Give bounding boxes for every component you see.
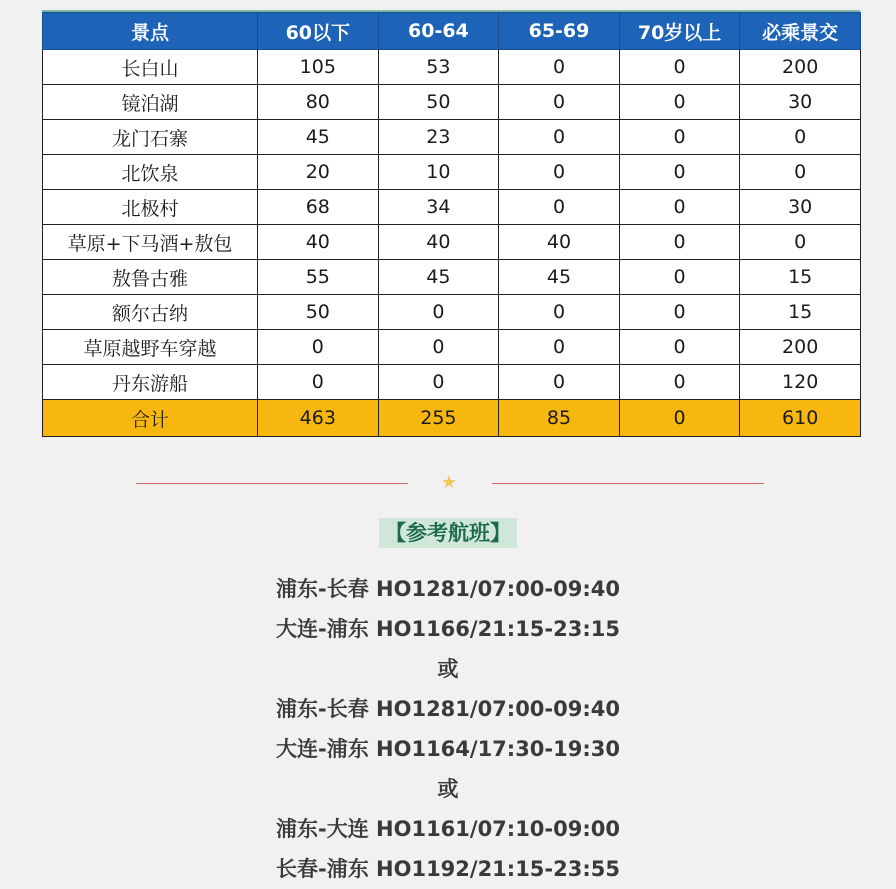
total-cell: 85 bbox=[499, 400, 620, 437]
table-header-row bbox=[43, 13, 861, 50]
table-cell: 0 bbox=[619, 50, 740, 85]
table-cell: 0 bbox=[740, 225, 861, 260]
row-name: 丹东游船 bbox=[43, 365, 258, 400]
row-name: 敖鲁古雅 bbox=[43, 260, 258, 295]
table-cell: 34 bbox=[378, 190, 499, 225]
table-cell: 15 bbox=[740, 295, 861, 330]
table-cell: 80 bbox=[258, 85, 379, 120]
table-cell: 200 bbox=[740, 330, 861, 365]
flight-line: 浦东-大连 HO1161/07:10-09:00 bbox=[276, 817, 620, 841]
header-60-64: 60-64 bbox=[378, 13, 499, 50]
table-cell: 0 bbox=[499, 295, 620, 330]
table-cell: 0 bbox=[619, 260, 740, 295]
table-cell: 40 bbox=[499, 225, 620, 260]
table-cell: 105 bbox=[258, 50, 379, 85]
table-cell: 0 bbox=[619, 155, 740, 190]
table-cell: 120 bbox=[740, 365, 861, 400]
table-cell: 0 bbox=[499, 85, 620, 120]
total-cell: 463 bbox=[258, 400, 379, 437]
table-row bbox=[43, 85, 861, 120]
table-row bbox=[43, 365, 861, 400]
flight-separator-or: 或 bbox=[437, 777, 459, 801]
table-cell: 40 bbox=[258, 225, 379, 260]
header-70-plus: 70岁以上 bbox=[619, 13, 740, 50]
row-name: 龙门石寨 bbox=[43, 120, 258, 155]
attraction-fee-table bbox=[42, 12, 861, 437]
table-row bbox=[43, 225, 861, 260]
row-name: 长白山 bbox=[43, 50, 258, 85]
header-65-69: 65-69 bbox=[499, 13, 620, 50]
total-label: 合计 bbox=[43, 400, 258, 437]
section-title bbox=[0, 518, 896, 548]
table-cell: 0 bbox=[378, 330, 499, 365]
table-cell: 30 bbox=[740, 85, 861, 120]
table-cell: 0 bbox=[619, 190, 740, 225]
row-name: 草原越野车穿越 bbox=[43, 330, 258, 365]
table-cell: 200 bbox=[740, 50, 861, 85]
table-cell: 0 bbox=[378, 365, 499, 400]
row-name: 北饮泉 bbox=[43, 155, 258, 190]
table-cell: 50 bbox=[258, 295, 379, 330]
table-total-row bbox=[43, 400, 861, 437]
table-row bbox=[43, 155, 861, 190]
reference-flights-heading: 【参考航班】 bbox=[379, 518, 517, 548]
header-under-60: 60以下 bbox=[258, 13, 379, 50]
table-cell: 0 bbox=[499, 120, 620, 155]
table-row bbox=[43, 190, 861, 225]
row-name: 北极村 bbox=[43, 190, 258, 225]
table-cell: 15 bbox=[740, 260, 861, 295]
header-attraction: 景点 bbox=[43, 13, 258, 50]
table-row bbox=[43, 330, 861, 365]
flight-separator-or: 或 bbox=[437, 657, 459, 681]
table-cell: 45 bbox=[258, 120, 379, 155]
total-cell: 255 bbox=[378, 400, 499, 437]
total-cell: 0 bbox=[619, 400, 740, 437]
flight-line: 大连-浦东 HO1164/17:30-19:30 bbox=[276, 737, 620, 761]
table-cell: 0 bbox=[378, 295, 499, 330]
table-cell: 10 bbox=[378, 155, 499, 190]
flight-list bbox=[0, 569, 896, 889]
table-cell: 0 bbox=[740, 120, 861, 155]
table-cell: 23 bbox=[378, 120, 499, 155]
flight-line: 浦东-长春 HO1281/07:00-09:40 bbox=[276, 577, 620, 601]
table-cell: 20 bbox=[258, 155, 379, 190]
header-required-transport: 必乘景交 bbox=[740, 13, 861, 50]
table-cell: 0 bbox=[619, 295, 740, 330]
table-cell: 0 bbox=[499, 155, 620, 190]
row-name: 额尔古纳 bbox=[43, 295, 258, 330]
table-cell: 55 bbox=[258, 260, 379, 295]
flight-line: 长春-浦东 HO1192/21:15-23:55 bbox=[276, 857, 620, 881]
row-name: 草原+下马酒+敖包 bbox=[43, 225, 258, 260]
table-cell: 0 bbox=[619, 225, 740, 260]
table-cell: 0 bbox=[619, 330, 740, 365]
table-cell: 45 bbox=[378, 260, 499, 295]
table-cell: 0 bbox=[619, 365, 740, 400]
divider-line-left bbox=[136, 483, 408, 484]
table-cell: 0 bbox=[499, 365, 620, 400]
star-icon: ★ bbox=[440, 472, 458, 493]
table-cell: 53 bbox=[378, 50, 499, 85]
table-cell: 45 bbox=[499, 260, 620, 295]
row-name: 镜泊湖 bbox=[43, 85, 258, 120]
table-cell: 40 bbox=[378, 225, 499, 260]
total-cell: 610 bbox=[740, 400, 861, 437]
table-cell: 0 bbox=[258, 330, 379, 365]
flight-line: 浦东-长春 HO1281/07:00-09:40 bbox=[276, 697, 620, 721]
table-cell: 50 bbox=[378, 85, 499, 120]
fee-table-container bbox=[42, 12, 860, 437]
table-cell: 0 bbox=[740, 155, 861, 190]
table-cell: 0 bbox=[499, 50, 620, 85]
table-cell: 0 bbox=[619, 120, 740, 155]
table-row bbox=[43, 120, 861, 155]
table-row bbox=[43, 50, 861, 85]
table-cell: 0 bbox=[258, 365, 379, 400]
divider-line-right bbox=[492, 483, 764, 484]
table-cell: 0 bbox=[499, 190, 620, 225]
table-cell: 30 bbox=[740, 190, 861, 225]
table-cell: 0 bbox=[499, 330, 620, 365]
flight-line: 大连-浦东 HO1166/21:15-23:15 bbox=[276, 617, 620, 641]
table-cell: 0 bbox=[619, 85, 740, 120]
table-row bbox=[43, 260, 861, 295]
table-cell: 68 bbox=[258, 190, 379, 225]
table-row bbox=[43, 295, 861, 330]
